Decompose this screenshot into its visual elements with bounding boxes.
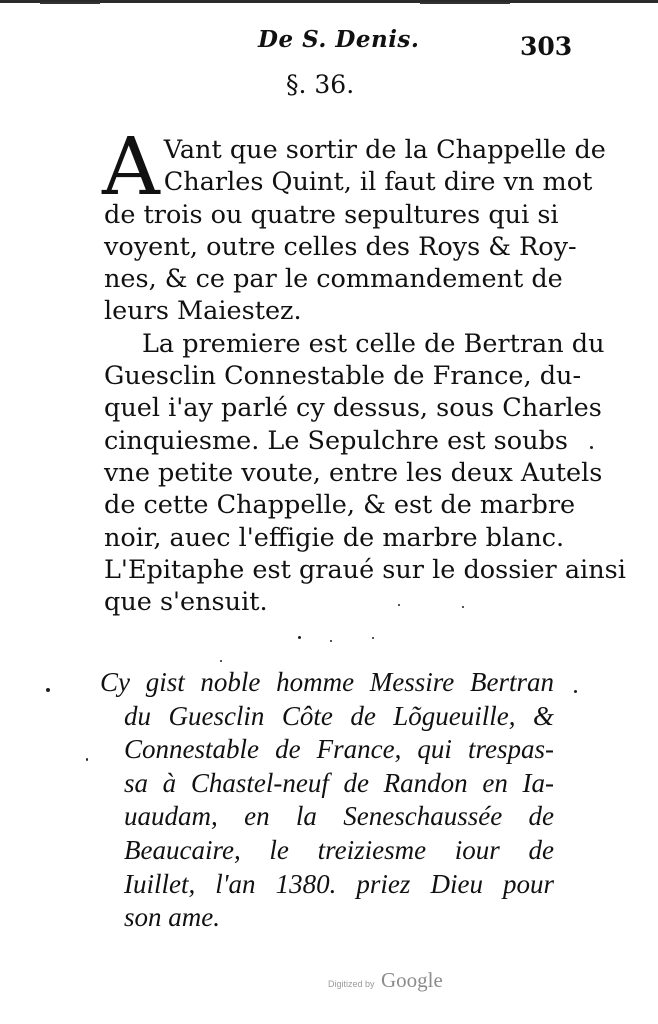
body-line: L'Epitaphe est graué sur le dossier ainsi [104,554,626,585]
scan-edge-mark [420,2,510,4]
body-line: Guesclin Connestable de France, du- [104,361,582,392]
scan-speck [590,446,593,449]
body-line: Charles Quint, il faut dire vn mot [163,167,593,198]
epitaph-line: Connestable de France, qui trespas- [124,734,554,765]
body-line: vne petite voute, entre les deux Autels [104,457,603,488]
scan-speck [330,640,332,642]
scan-edge-mark [40,2,100,4]
scan-speck [398,604,400,606]
body-line: de cette Chappelle, & est de marbre [104,490,576,521]
epitaph-line: du Guesclin Côte de Lõgueuille, & [124,700,554,731]
digitized-watermark [328,968,443,993]
body-line: quel i'ay parlé cy dessus, sous Charles [104,393,602,424]
body-text [102,120,626,618]
body-line: voyent, outre celles des Roys & Roy- [104,231,577,262]
digitized-by-label: Digitized by [328,979,375,989]
epitaph-line: Cy gist noble homme Messire Bertran [100,667,554,697]
section-mark: §. 36. [286,70,355,99]
epitaph-line: uaudam, en la Seneschaussée de [124,801,554,832]
epitaph-line: Beaucaire, le treiziesme iour de [124,834,554,865]
scan-speck [462,606,464,608]
page-number: 303 [520,32,573,61]
scan-speck [86,758,88,761]
google-wordmark: Google [380,968,443,992]
running-head: De S. Denis. [258,26,420,53]
drop-cap: A [102,120,160,213]
body-line: Vant que sortir de la Chappelle de [163,135,606,165]
epitaph [100,666,554,935]
scan-speck [46,688,50,692]
scan-speck [574,690,577,693]
body-line: que s'ensuit. [104,587,268,618]
body-line: leurs Maiestez. [104,296,302,327]
body-line: de trois ou quatre sepultures qui si [104,199,559,230]
scan-speck [372,637,374,639]
epitaph-line: son ame. [124,902,220,933]
scan-speck [298,636,301,639]
epitaph-line: Iuillet, l'an 1380. priez Dieu pour [124,868,554,899]
epitaph-line: sa à Chastel-neuf de Randon en Ia- [124,767,554,798]
body-line: nes, & ce par le commandement de [104,264,563,295]
body-line: La premiere est celle de Bertran du [142,328,605,359]
scan-speck [220,660,222,662]
body-line: noir, auec l'effigie de marbre blanc. [104,522,565,553]
body-line: cinquiesme. Le Sepulchre est soubs [104,425,568,456]
